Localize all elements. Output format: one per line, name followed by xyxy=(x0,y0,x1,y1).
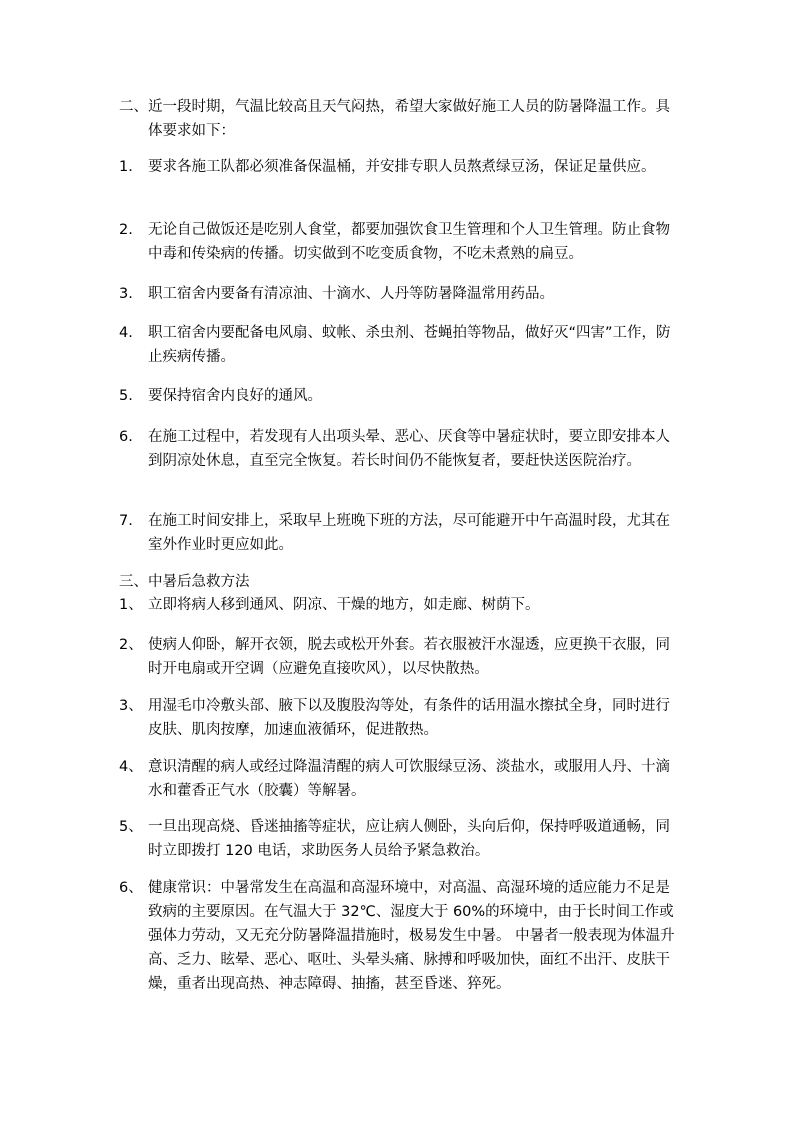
requirement-number: 4. xyxy=(119,325,133,341)
requirement-item xyxy=(119,384,679,408)
first-aid-item xyxy=(119,633,679,681)
requirement-text: 在施工时间安排上，采取早上班晚下班的方法，尽可能避开中午高温时段，尤其在室外作业时更应如此。 xyxy=(148,513,670,553)
section-2-intro xyxy=(119,95,679,143)
first-aid-text: 用湿毛巾冷敷头部、腋下以及腹股沟等处，有条件的话用温水擦拭全身，同时进行皮肤、肌肉按摩，加速血液循环，促进散热。 xyxy=(148,698,670,738)
first-aid-number: 2、 xyxy=(119,637,143,653)
first-aid-text: 意识清醒的病人或经过降温清醒的病人可饮服绿豆汤、淡盐水，或服用人丹、十滴水和藿香正气水（胶囊）等解暑。 xyxy=(148,759,670,799)
first-aid-item xyxy=(119,755,679,803)
requirement-number: 1. xyxy=(119,159,133,175)
first-aid-text: 健康常识：中暑常发生在高温和高湿环境中，对高温、高湿环境的适应能力不足是致病的主要原因。在气温大于 32℃、湿度大于 60%的环境中，由于长时间工作或强体力劳动，又无充分防暑降温措施时，极易发生中暑。 中暑者一般表现为体温升高、乏力、眩晕、恶心、呕吐、头晕头痛、脉搏和呼吸加快，面红不出汗、皮肤干燥，重者出现高热、神志障碍、抽搐，甚至昏迷、猝死。 xyxy=(148,880,675,992)
requirement-text: 职工宿舍内要配备电风扇、蚊帐、杀虫剂、苍蝇拍等物品，做好灭“四害”工作，防止疾病传播。 xyxy=(148,325,671,365)
first-aid-text: 使病人仰卧，解开衣领，脱去或松开外套。若衣服被汗水湿透，应更换干衣服，同时开电扇或开空调（应避免直接吹风），以尽快散热。 xyxy=(148,637,670,677)
requirement-number: 5. xyxy=(119,388,133,404)
requirement-text: 要保持宿舍内良好的通风。 xyxy=(148,388,322,404)
section-2-number: 二、 xyxy=(119,99,148,115)
requirement-item xyxy=(119,425,679,473)
first-aid-number: 3、 xyxy=(119,698,143,714)
requirement-number: 3. xyxy=(119,286,133,302)
first-aid-item xyxy=(119,815,679,863)
requirement-item xyxy=(119,509,679,557)
requirement-text: 在施工过程中，若发现有人出项头晕、恶心、厌食等中暑症状时，要立即安排本人到阴凉处休息，直至完全恢复。若长时间仍不能恢复者，要赶快送医院治疗。 xyxy=(148,429,670,469)
requirement-item xyxy=(119,282,679,306)
requirement-text: 要求各施工队都必须准备保温桶，并安排专职人员熬煮绿豆汤，保证足量供应。 xyxy=(148,159,656,175)
requirement-number: 7. xyxy=(119,513,133,529)
first-aid-item xyxy=(119,694,679,742)
first-aid-number: 1、 xyxy=(119,597,143,613)
requirement-item xyxy=(119,321,679,369)
first-aid-item xyxy=(119,593,679,617)
section-3-heading: 三、中暑后急救方法 xyxy=(119,574,250,590)
requirement-text: 无论自己做饭还是吃别人食堂，都要加强饮食卫生管理和个人卫生管理。防止食物中毒和传染病的传播。切实做到不吃变质食物，不吃未煮熟的扁豆。 xyxy=(148,222,670,262)
requirement-number: 6. xyxy=(119,429,133,445)
requirement-text: 职工宿舍内要备有清凉油、十滴水、人丹等防暑降温常用药品。 xyxy=(148,286,554,302)
first-aid-text: 立即将病人移到通风、阴凉、干燥的地方，如走廊、树荫下。 xyxy=(148,597,540,613)
requirement-item xyxy=(119,218,679,266)
first-aid-number: 6、 xyxy=(119,880,143,896)
first-aid-text: 一旦出现高烧、昏迷抽搐等症状，应让病人侧卧，头向后仰，保持呼吸道通畅，同时立即拨打 120 电话，求助医务人员给予紧急救治。 xyxy=(148,819,670,859)
first-aid-number: 4、 xyxy=(119,759,143,775)
first-aid-item xyxy=(119,876,679,996)
first-aid-number: 5、 xyxy=(119,819,143,835)
section-2-text: 近一段时期，气温比较高且天气闷热，希望大家做好施工人员的防暑降温工作。具体要求如下： xyxy=(148,99,670,139)
requirement-item xyxy=(119,155,679,179)
requirement-number: 2. xyxy=(119,222,133,238)
